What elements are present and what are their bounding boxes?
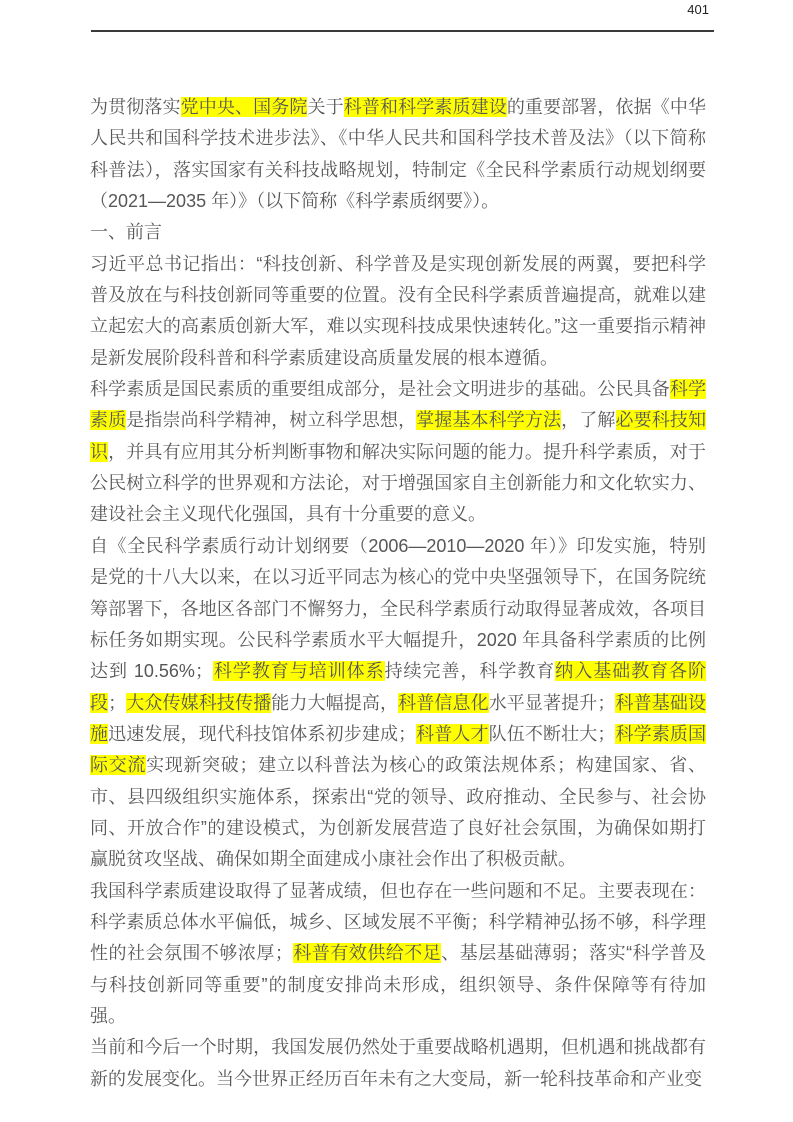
paragraph	[90, 374, 706, 531]
text-run: 能力大幅提高，	[271, 692, 399, 713]
highlighted-text-run: 大众传媒科技传播	[126, 692, 272, 713]
text-run: 迅速发展，现代科技馆体系初步建成；	[108, 723, 417, 744]
highlighted-text-run: 科学素质国际交流	[90, 723, 707, 776]
paragraph	[90, 92, 706, 217]
text-run: ，了解	[561, 410, 616, 431]
highlighted-text-run: 党中央、国务院	[180, 97, 308, 117]
text-run: 科学素质是国民素质的重要组成部分，是社会文明进步的基础。公民具备	[90, 379, 670, 400]
paragraph	[90, 1032, 706, 1095]
text-run: 队伍不断壮大；	[488, 723, 616, 744]
document-body	[90, 92, 706, 1095]
highlighted-text-run: 科学素质	[90, 379, 706, 431]
text-run: 的重要部署，依据《中华人民共和国科学技术进步法》、《中华人民共和国科学技术普及法》（以下简称科普法），落实国家有关科技战略规划，特制定《全民科学素质行动规划纲要（2021—2035 年）》（以下简称《科学素质纲要》）。	[90, 97, 707, 212]
text-run: 习近平总书记指出：“科技创新、科学普及是实现创新发展的两翼，要把科学普及放在与科技创新同等重要的位置。没有全民科学素质普遍提高，就难以建立起宏大的高素质创新大军，难以实现科技成果快速转化。”这一重要指示精神是新发展阶段科普和科学素质建设高质量发展的根本遵循。	[90, 253, 706, 368]
text-run: 我国科学素质建设取得了显著成绩，但也存在一些问题和不足。主要表现在：科学素质总体水平偏低，城乡、区域发展不平衡；科学精神弘扬不够，科学理性的社会氛围不够浓厚；	[90, 880, 706, 964]
text-run: 一、前言	[90, 222, 162, 243]
highlighted-text-run: 科普有效供给不足	[292, 943, 442, 964]
text-run: 为贯彻落实	[90, 97, 181, 117]
highlighted-text-run: 科普人才	[416, 723, 489, 744]
section-heading	[90, 217, 706, 248]
text-run: ，并具有应用其分析判断事物和解决实际问题的能力。提升科学素质，对于公民树立科学的世界观和方法论，对于增强国家自主创新能力和文化软实力、建设社会主义现代化强国，具有十分重要的意义。	[90, 441, 707, 525]
highlighted-text-run: 掌握基本科学方法	[416, 410, 562, 431]
paragraph	[90, 876, 706, 1033]
text-run: 是指崇尚科学精神，树立科学思想，	[126, 410, 417, 431]
highlighted-text-run: 科普信息化	[398, 692, 489, 713]
highlighted-text-run: 科普和科学素质建设	[343, 97, 507, 117]
text-run: 当前和今后一个时期，我国发展仍然处于重要战略机遇期，但机遇和挑战都有新的发展变化。当今世界正经历百年未有之大变局，新一轮科技革命和产业变	[90, 1037, 706, 1089]
page-number: 401	[687, 2, 709, 17]
text-run: ；	[108, 692, 127, 713]
text-run: 持续完善，科学教育	[384, 661, 556, 682]
text-run: 水平显著提升；	[488, 692, 616, 713]
highlighted-text-run: 纳入基础教育各阶段	[90, 661, 707, 713]
text-run: 自《全民科学素质行动计划纲要（2006—2010—2020 年）》印发实施，特别是党的十八大以来，在以习近平同志为核心的党中央坚强领导下，在国务院统筹部署下，各地区各部门不懈努力，全民科学素质行动取得显著成效，各项目标任务如期实现。公民科学素质水平大幅提升，2020 年具备科学素质的比例达到 10.56%；	[90, 535, 706, 682]
highlighted-text-run: 科学教育与培训体系	[212, 661, 385, 682]
header-rule	[91, 30, 714, 32]
text-run: 关于	[307, 97, 344, 117]
paragraph	[90, 531, 706, 876]
highlighted-text-run: 科普基础设施	[90, 692, 707, 744]
text-run: 、基层基础薄弱；落实“科学普及与科技创新同等重要”的制度安排尚未形成，组织领导、条件保障等有待加强。	[90, 943, 707, 1026]
text-run: 实现新突破；建立以科普法为核心的政策法规体系；构建国家、省、市、县四级组织实施体系，探索出“党的领导、政府推动、全民参与、社会协同、开放合作”的建设模式，为创新发展营造了良好社会氛围，为确保如期打赢脱贫攻坚战、确保如期全面建成小康社会作出了积极贡献。	[90, 755, 706, 870]
highlighted-text-run: 必要科技知识	[90, 410, 707, 462]
paragraph	[90, 249, 706, 374]
